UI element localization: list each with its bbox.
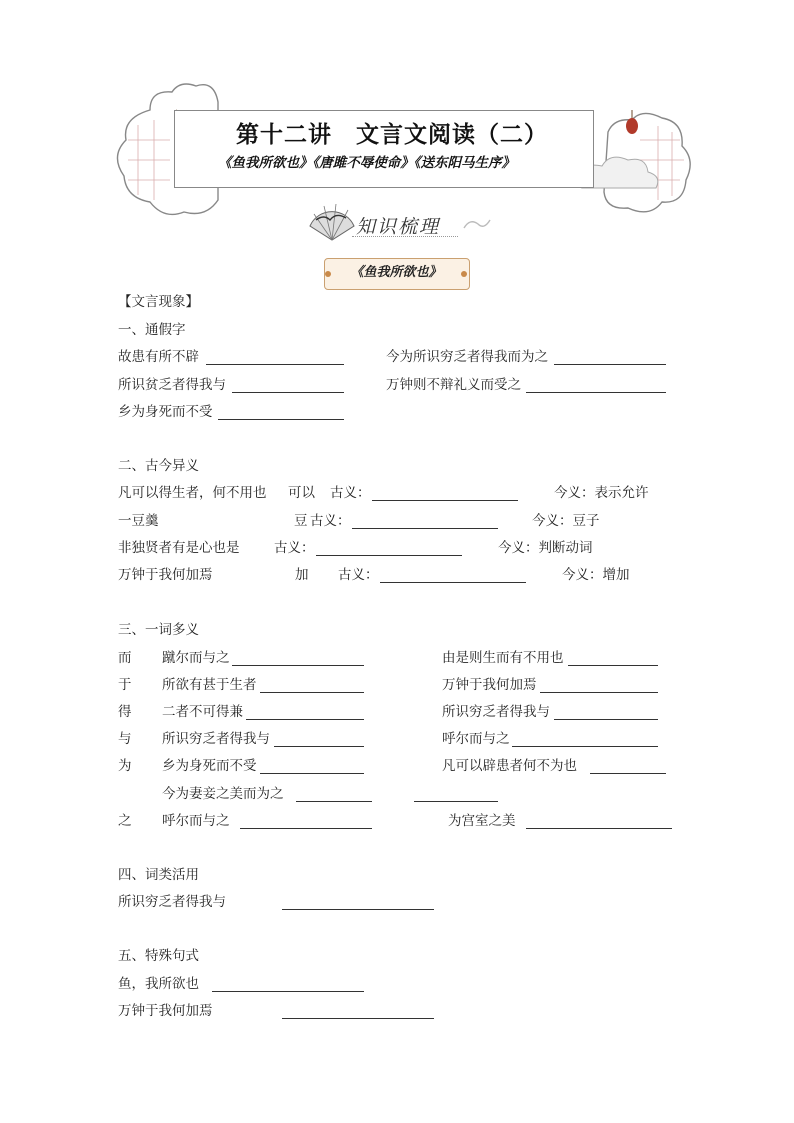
answer-blank[interactable]	[414, 783, 498, 802]
s3-sentence: 凡可以辟患者何不为也	[442, 758, 577, 774]
s3-sentence: 蹴尔而与之	[162, 650, 230, 666]
answer-blank[interactable]	[568, 647, 658, 666]
wave-icon	[462, 212, 492, 236]
section-tag: 知识梳理	[356, 216, 441, 238]
answer-blank[interactable]	[212, 973, 364, 992]
answer-blank[interactable]	[526, 810, 672, 829]
s4-title: 四、词类活用	[118, 867, 199, 883]
s2-gu-label: 古义：	[310, 513, 351, 529]
s3-sentence: 由是则生而有不用也	[442, 650, 564, 666]
s2-gu-label: 古义：	[274, 540, 315, 556]
answer-blank[interactable]	[260, 755, 364, 774]
answer-blank[interactable]	[372, 482, 518, 501]
answer-blank[interactable]	[590, 755, 666, 774]
s3-char: 为	[118, 758, 132, 774]
s1-item: 故患有所不辟	[118, 349, 199, 365]
answer-blank[interactable]	[296, 783, 372, 802]
s2-gu-label: 古义：	[330, 485, 371, 501]
fan-icon	[306, 200, 358, 242]
s3-char: 而	[118, 650, 132, 666]
s2-phrase: 万钟于我何加焉	[118, 567, 213, 583]
answer-blank[interactable]	[380, 564, 526, 583]
answer-blank[interactable]	[240, 810, 372, 829]
article-pill-label: 《鱼我所欲也》	[350, 265, 442, 280]
s2-phrase: 凡可以得生者，何不用也	[118, 485, 267, 501]
s1-item: 今为所识穷乏者得我而为之	[386, 349, 548, 365]
s3-sentence: 万钟于我何加焉	[442, 677, 537, 693]
s3-sentence: 呼尔而与之	[442, 731, 510, 747]
answer-blank[interactable]	[232, 647, 364, 666]
answer-blank[interactable]	[512, 728, 658, 747]
s2-jin: 今义：判断动词	[498, 540, 593, 556]
s1-item: 所识贫乏者得我与	[118, 377, 226, 393]
s3-sentence: 乡为身死而不受	[162, 758, 257, 774]
s5-item: 鱼，我所欲也	[118, 976, 199, 992]
answer-blank[interactable]	[540, 674, 658, 693]
s2-phrase: 非独贤者有是心也是	[118, 540, 240, 556]
s2-jin: 今义：表示允许	[554, 485, 649, 501]
answer-blank[interactable]	[282, 1000, 434, 1019]
s2-title: 二、古今异义	[118, 458, 199, 474]
s1-title: 一、通假字	[118, 322, 186, 338]
s1-item: 万钟则不辩礼义而受之	[386, 377, 521, 393]
answer-blank[interactable]	[352, 510, 498, 529]
lantern-icon	[626, 110, 638, 134]
s3-title: 三、一词多义	[118, 622, 199, 638]
s3-char: 得	[118, 704, 132, 720]
s2-phrase: 一豆羹	[118, 513, 159, 529]
page-subtitle: 《鱼我所欲也》《唐雎不辱使命》《送东阳马生序》	[218, 155, 515, 171]
s5-item: 万钟于我何加焉	[118, 1003, 213, 1019]
answer-blank[interactable]	[526, 374, 666, 393]
s3-sentence: 所欲有甚于生者	[162, 677, 257, 693]
s2-word: 可以	[288, 485, 315, 501]
answer-blank[interactable]	[246, 701, 364, 720]
s2-word: 豆	[294, 513, 308, 529]
answer-blank[interactable]	[274, 728, 364, 747]
s3-char: 于	[118, 677, 132, 693]
s1-item: 乡为身死而不受	[118, 404, 213, 420]
s2-word: 加	[295, 567, 309, 583]
answer-blank[interactable]	[316, 537, 462, 556]
s3-sentence: 今为妻妾之美而为之	[162, 786, 284, 802]
s3-char: 与	[118, 731, 132, 747]
s2-gu-label: 古义：	[338, 567, 379, 583]
s3-sentence: 二者不可得兼	[162, 704, 243, 720]
page-title: 第十二讲 文言文阅读（二）	[236, 121, 548, 148]
answer-blank[interactable]	[260, 674, 364, 693]
s2-jin: 今义：增加	[562, 567, 630, 583]
answer-blank[interactable]	[554, 701, 658, 720]
answer-blank[interactable]	[206, 346, 344, 365]
s3-sentence: 呼尔而与之	[162, 813, 230, 829]
s3-char: 之	[118, 813, 132, 829]
section-heading: 【文言现象】	[118, 294, 199, 310]
s3-sentence: 所识穷乏者得我与	[162, 731, 270, 747]
s5-title: 五、特殊句式	[118, 948, 199, 964]
answer-blank[interactable]	[282, 891, 434, 910]
answer-blank[interactable]	[218, 401, 344, 420]
s3-sentence: 所识穷乏者得我与	[442, 704, 550, 720]
answer-blank[interactable]	[554, 346, 666, 365]
s4-item: 所识穷乏者得我与	[118, 894, 226, 910]
answer-blank[interactable]	[232, 374, 344, 393]
s3-sentence: 为宫室之美	[448, 813, 516, 829]
s2-jin: 今义：豆子	[532, 513, 600, 529]
